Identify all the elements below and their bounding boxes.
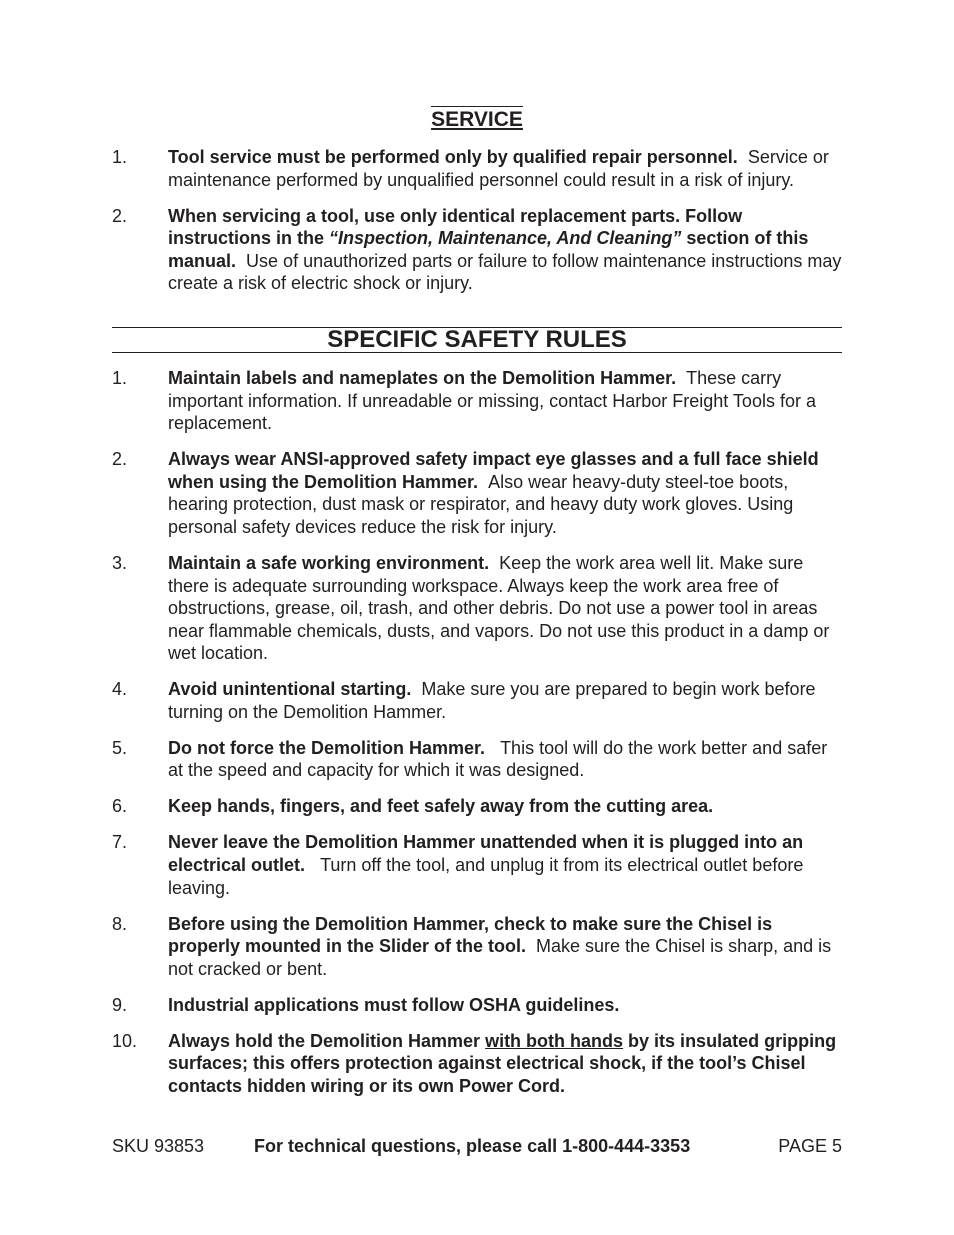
service-list bbox=[112, 146, 844, 308]
item-underlined-text: with both hands bbox=[485, 1030, 624, 1051]
item-bold-text-cont: by its insulated gripping surfaces; this offers protection against electrical shock, if the tool’s Chisel contacts hidden wiring or its own Power Cord. bbox=[168, 1030, 837, 1096]
item-text: Make sure the Chisel is sharp, and is not cracked or bent. bbox=[168, 936, 832, 979]
item-text: This tool will do the work better and safer at the speed and capacity for which it was designed. bbox=[168, 737, 828, 781]
rules-item-6 bbox=[112, 795, 844, 818]
rules-item-1 bbox=[112, 367, 844, 435]
rules-item-9 bbox=[112, 994, 844, 1017]
item-bold-text: Tool service must be performed only by qualified repair personnel. bbox=[168, 147, 738, 167]
item-text: These carry important information. If unreadable or missing, contact Harbor Freight Tools for a replacement. bbox=[168, 368, 816, 434]
sku-label: SKU 93853 bbox=[112, 1136, 205, 1156]
rules-item-4 bbox=[112, 678, 844, 723]
item-text: Service or maintenance performed by unqualified personnel could result in a risk of injury. bbox=[168, 147, 829, 190]
item-text: Make sure you are prepared to begin work before turning on the Demolition Hammer. bbox=[168, 679, 816, 722]
rules-item-2 bbox=[112, 448, 844, 538]
item-text: Turn off the tool, and unplug it from its electrical outlet before leaving. bbox=[168, 855, 804, 898]
item-number: 9. bbox=[112, 994, 128, 1015]
item-text: Keep the work area well lit. Make sure there is adequate surrounding workspace. Always keep the work area free of obstructions, grease, oil, trash, and other debris. Do not use a power tool in areas near flammable chemicals, dusts, and vapors. Do not use this product in a damp or wet location. bbox=[168, 552, 830, 664]
item-bold-text: Always hold the Demolition Hammer bbox=[168, 1030, 486, 1051]
item-bold-text: When servicing a tool, use only identical replacement parts. Follow instructions in the bbox=[168, 205, 743, 249]
rules-list bbox=[112, 367, 844, 1111]
item-number: 3. bbox=[112, 552, 128, 573]
item-number: 1. bbox=[112, 147, 128, 167]
item-bold-text: Avoid unintentional starting. bbox=[168, 679, 412, 700]
item-bold-text: Industrial applications must follow OSHA guidelines. bbox=[168, 994, 620, 1015]
service-item-2 bbox=[112, 205, 844, 295]
item-bold-text-cont: section of this manual. bbox=[168, 228, 809, 271]
service-heading bbox=[0, 106, 954, 132]
item-text: Use of unauthorized parts or failure to follow maintenance instructions may create a risk of electric shock or injury. bbox=[168, 250, 842, 294]
item-bold-text: Always wear ANSI-approved safety impact eye glasses and a full face shield when using the Demolition Hammer. bbox=[168, 449, 819, 492]
item-number: 4. bbox=[112, 679, 128, 700]
rules-item-3 bbox=[112, 552, 844, 665]
item-bold-text: Maintain labels and nameplates on the Demolition Hammer. bbox=[168, 368, 677, 388]
item-number: 2. bbox=[112, 449, 128, 470]
service-item-1 bbox=[112, 146, 844, 191]
rules-title: SPECIFIC SAFETY RULES bbox=[327, 326, 627, 353]
item-italic-reference: “Inspection, Maintenance, And Cleaning” bbox=[329, 228, 682, 249]
rules-item-7 bbox=[112, 831, 844, 899]
technical-support-line: For technical questions, please call 1-800-444-3353 bbox=[254, 1136, 691, 1156]
item-number: 7. bbox=[112, 832, 128, 853]
item-number: 6. bbox=[112, 796, 128, 817]
item-bold-text: Keep hands, fingers, and feet safely away from the cutting area. bbox=[168, 796, 714, 817]
item-number: 2. bbox=[112, 205, 128, 226]
item-bold-text: Never leave the Demolition Hammer unattended when it is plugged into an electrical outlet. bbox=[168, 832, 804, 876]
rules-item-5 bbox=[112, 737, 844, 782]
item-number: 1. bbox=[112, 368, 128, 388]
specific-safety-rules-banner bbox=[112, 327, 842, 353]
page-number: PAGE 5 bbox=[778, 1136, 842, 1156]
item-bold-text: Before using the Demolition Hammer, check to make sure the Chisel is properly mounted in the Slider of the tool. bbox=[168, 913, 773, 957]
item-number: 8. bbox=[112, 913, 128, 934]
rules-item-10 bbox=[112, 1030, 844, 1098]
item-bold-text: Do not force the Demolition Hammer. bbox=[168, 737, 486, 758]
service-title: SERVICE bbox=[431, 108, 523, 131]
item-bold-text: Maintain a safe working environment. bbox=[168, 552, 490, 573]
item-number: 5. bbox=[112, 737, 128, 758]
page-footer bbox=[112, 1136, 842, 1160]
item-text: Also wear heavy-duty steel-toe boots, hearing protection, dust mask or respirator, and heavy duty work gloves. Using personal safety devices reduce the risk for injury. bbox=[168, 471, 794, 537]
rules-item-8 bbox=[112, 913, 844, 981]
item-number: 10. bbox=[112, 1030, 138, 1051]
